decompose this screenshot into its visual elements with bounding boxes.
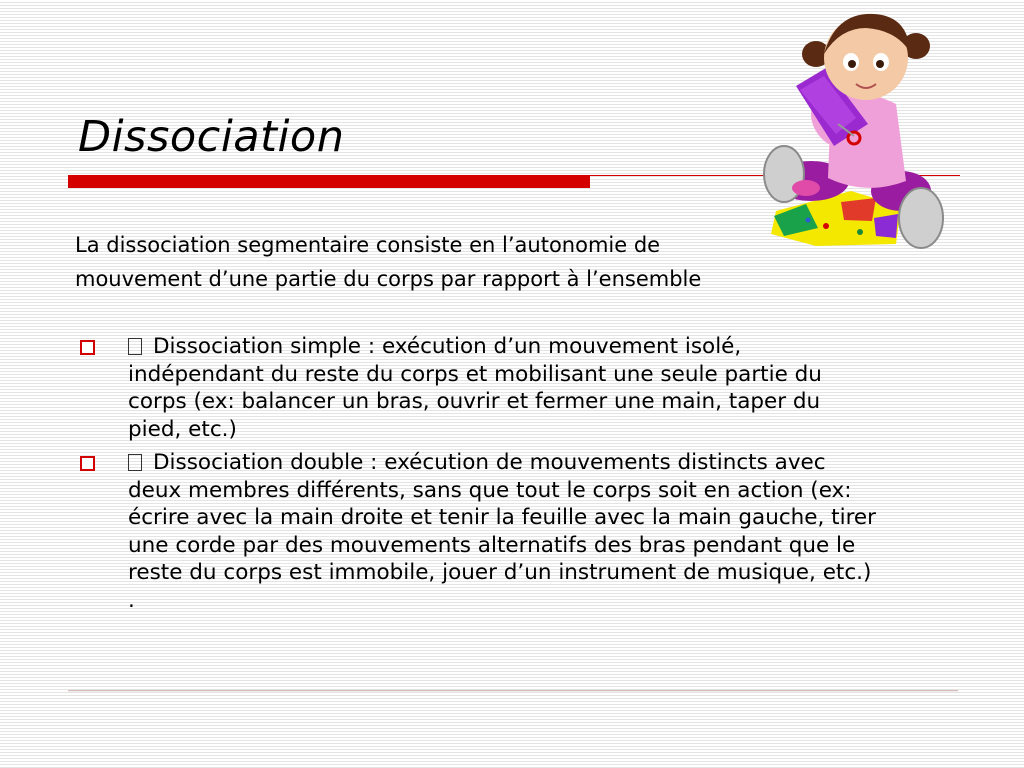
missing-glyph-icon — [128, 454, 142, 471]
subtitle-line-2: mouvement d’une partie du corps par rapport à l’ensemble — [75, 267, 702, 291]
hollow-square-bullet-icon — [80, 456, 95, 471]
subtitle-line-1: La dissociation segmentaire consiste en l’autonomie de — [75, 233, 661, 257]
bullet-text: Dissociation double : exécution de mouvements distincts avec deux membres différents, sans que tout le corps soit en action (ex: écrire avec la main droite et tenir la feuille avec la main gauche, tirer une corde par des mouvements alternatifs des bras pendant que le reste du corps est immobile, jouer d’un instrument de musique, etc.) . — [128, 450, 876, 613]
bullet-item — [76, 449, 876, 614]
footer-divider — [68, 690, 958, 692]
bullet-item — [76, 333, 876, 443]
slide-title: Dissociation — [78, 112, 345, 162]
girl-cutting-paper-illustration — [756, 6, 966, 261]
bullet-list — [76, 333, 876, 620]
slide-subtitle — [75, 228, 835, 296]
missing-glyph-icon — [128, 338, 142, 355]
bullet-text: Dissociation simple : exécution d’un mouvement isolé, indépendant du reste du corps et mobilisant une seule partie du corps (ex: balancer un bras, ouvrir et fermer une main, taper du pied, etc.) — [128, 334, 822, 442]
hollow-square-bullet-icon — [80, 340, 95, 355]
title-underline — [68, 175, 590, 188]
